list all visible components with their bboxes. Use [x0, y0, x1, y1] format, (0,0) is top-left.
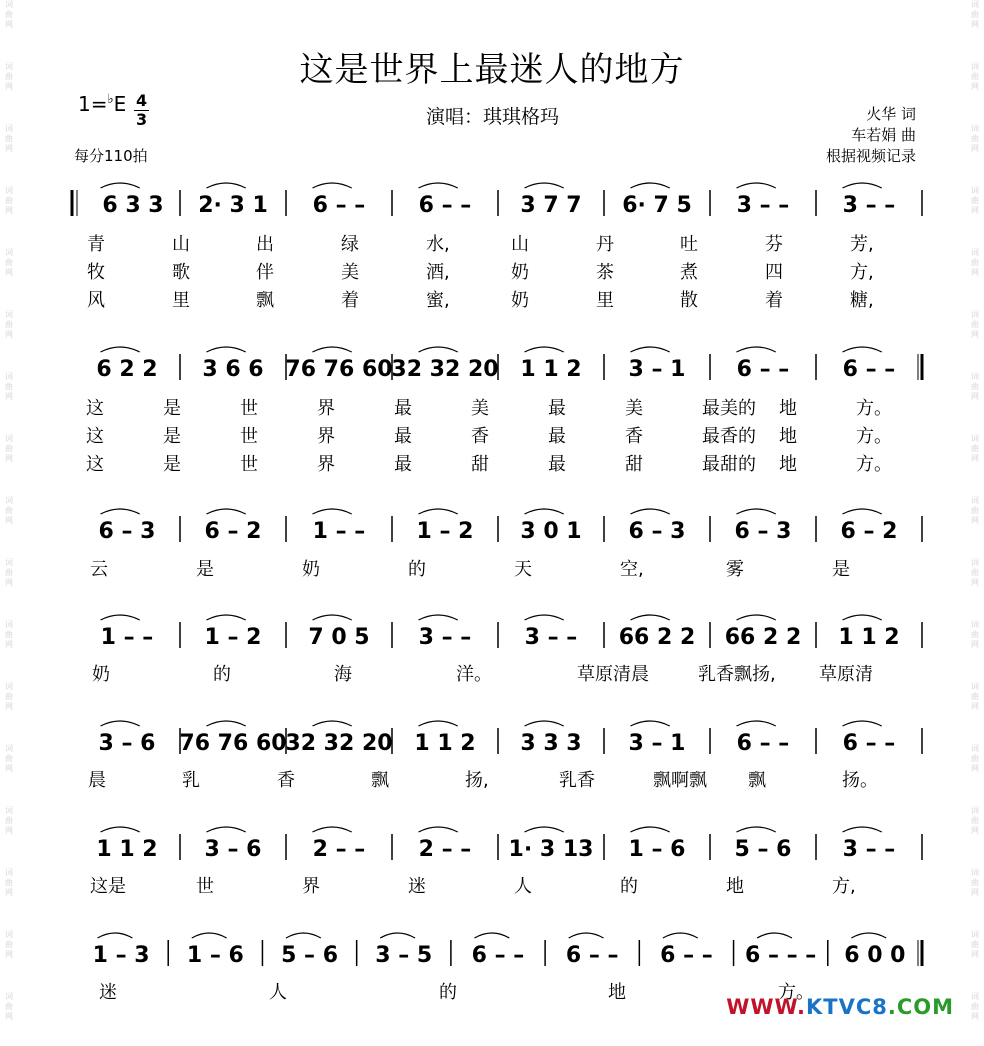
lyric-syllable: 雾 [726, 559, 744, 580]
lyric-syllable: 乳香 [559, 770, 595, 791]
measure-notes: 3 – 1 [628, 731, 686, 756]
lyric-syllable: 最 [394, 426, 412, 447]
song-title: 这是世界上最迷人的地方 [299, 50, 685, 90]
lyric-syllable: 界 [317, 454, 335, 475]
lyric-syllable: 是 [196, 559, 214, 580]
slur-mark [525, 615, 564, 620]
measure-notes: 3 3 3 [520, 731, 582, 756]
measure-notes: 1 – 6 [628, 837, 686, 862]
measure-notes: 3 – 1 [628, 357, 686, 382]
lyric-syllable: 牧 [87, 262, 105, 283]
watermark-text: 词 曲 网 [5, 930, 13, 959]
lyric-syllable: 方, [850, 262, 874, 283]
tempo-marking: 每分110拍 [74, 147, 148, 165]
score-row [0, 618, 984, 658]
slur-mark [737, 615, 776, 620]
measure-notes: 5 – 6 [734, 837, 792, 862]
slur-mark [313, 615, 352, 620]
lyric-syllable: 最 [548, 454, 566, 475]
measure-notes: 6 – – [842, 731, 896, 756]
watermark-text: 词 曲 网 [5, 310, 13, 339]
lyric-syllable: 界 [317, 426, 335, 447]
notation-row-svg [0, 618, 984, 658]
lyric-syllable: 海 [334, 664, 352, 685]
slur-mark [525, 509, 564, 514]
lyric-syllable: 飘 [256, 290, 274, 311]
watermark-text: 词 曲 网 [5, 496, 13, 525]
watermark-text: 词 曲 网 [971, 620, 979, 649]
watermark-text: 词 曲 网 [5, 558, 13, 587]
lyric-syllable: 酒, [426, 262, 450, 283]
slur-mark [737, 827, 776, 832]
measure-notes: 1 – 2 [204, 625, 262, 650]
lyric-syllable: 界 [302, 876, 320, 897]
lyric-syllable: 芳, [850, 234, 874, 255]
watermark-text: 词 曲 网 [5, 868, 13, 897]
lyric-syllable: 着 [341, 290, 359, 311]
lyric-syllable: 最甜的 [702, 454, 756, 475]
lyric-syllable: 方。 [856, 426, 892, 447]
measure-notes: 3 – 6 [98, 731, 156, 756]
slur-mark [207, 183, 246, 188]
lyric-syllable: 吐 [680, 234, 698, 255]
measure-notes: 2 – – [418, 837, 472, 862]
slur-mark [207, 721, 246, 726]
watermark-text: 词 曲 网 [971, 124, 979, 153]
lyric-syllable: 甜 [625, 454, 643, 475]
singer-credit: 演唱：琪琪格玛 [426, 106, 560, 128]
lyric-syllable: 歌 [172, 262, 190, 283]
lyric-syllable: 绿 [341, 234, 359, 255]
lyric-syllable: 迷 [99, 982, 117, 1003]
score-row [0, 512, 984, 552]
lyric-syllable: 香 [471, 426, 489, 447]
lyric-syllable: 扬, [465, 770, 489, 791]
lyric-syllable: 芬 [765, 234, 783, 255]
measure-notes: 3 – 5 [375, 943, 433, 968]
slur-mark [737, 347, 776, 352]
measure-notes: 32 32 20 [391, 357, 499, 382]
lyric-syllable: 世 [240, 426, 258, 447]
lyric-syllable: 美 [471, 398, 489, 419]
slur-mark [313, 827, 352, 832]
score-row [0, 186, 984, 226]
lyric-syllable: 煮 [680, 262, 698, 283]
lyric-syllable: 的 [213, 664, 231, 685]
slur-mark [631, 509, 670, 514]
lyric-syllable: 方, [832, 876, 856, 897]
lyric-syllable: 草原清晨 [577, 664, 649, 685]
slur-mark [525, 183, 564, 188]
watermark-text: 词 曲 网 [5, 620, 13, 649]
lyric-syllable: 界 [317, 398, 335, 419]
measure-notes: 3 – 6 [204, 837, 262, 862]
lyric-syllable: 山 [172, 234, 190, 255]
measure-notes: 6 – – [736, 731, 790, 756]
slur-mark [419, 509, 458, 514]
watermark-text: 词 曲 网 [971, 248, 979, 277]
lyric-syllable: 世 [240, 398, 258, 419]
slur-mark [631, 827, 670, 832]
slur-mark [207, 347, 246, 352]
watermark-text: 词 曲 网 [5, 124, 13, 153]
watermark-text: 词 曲 网 [5, 0, 13, 29]
measure-notes: 3 6 6 [202, 357, 264, 382]
watermark-text: 词 曲 网 [5, 62, 13, 91]
lyric-syllable: 乳 [182, 770, 200, 791]
slur-mark [843, 183, 882, 188]
slur-mark [631, 183, 670, 188]
measure-notes: 3 – – [842, 837, 896, 862]
measure-notes: 6 – 2 [204, 519, 262, 544]
watermark-text: 词 曲 网 [5, 744, 13, 773]
lyric-syllable: 世 [240, 454, 258, 475]
watermark-text: 词 曲 网 [5, 992, 13, 1021]
measure-notes: 3 – – [736, 193, 790, 218]
lyric-syllable: 云 [90, 559, 108, 580]
slur-mark [631, 615, 670, 620]
watermark-text: 词 曲 网 [971, 62, 979, 91]
lyric-syllable: 乳香飘扬, [698, 664, 776, 685]
lyric-syllable: 美 [341, 262, 359, 283]
lyric-syllable: 是 [163, 426, 181, 447]
watermark-text: 词 曲 网 [971, 558, 979, 587]
watermark-text: 词 曲 网 [971, 434, 979, 463]
slur-mark [101, 721, 140, 726]
lyric-syllable: 地 [608, 982, 626, 1003]
slur-mark [843, 347, 882, 352]
measure-notes: 1 – 6 [186, 943, 244, 968]
slur-mark [101, 347, 140, 352]
slur-mark [313, 721, 352, 726]
slur-mark [737, 721, 776, 726]
slur-mark [419, 721, 458, 726]
lyric-syllable: 蜜, [426, 290, 450, 311]
lyric-syllable: 空, [620, 559, 644, 580]
lyric-syllable: 方。 [856, 398, 892, 419]
watermark-text: 词 曲 网 [5, 434, 13, 463]
slur-mark [525, 721, 564, 726]
lyric-syllable: 最 [548, 426, 566, 447]
watermark-text: 词 曲 网 [5, 248, 13, 277]
measure-notes: 6 – – [565, 943, 619, 968]
lyric-syllable: 的 [620, 876, 638, 897]
lyric-syllable: 糖, [850, 290, 874, 311]
lyric-syllable: 飘 [748, 770, 766, 791]
lyric-syllable: 地 [779, 398, 797, 419]
measure-notes: 6 – – [418, 193, 472, 218]
measure-notes: 7 0 5 [308, 625, 370, 650]
lyric-syllable: 洋。 [456, 664, 492, 685]
slur-mark [419, 183, 458, 188]
lyric-syllable: 是 [163, 398, 181, 419]
slur-mark [851, 933, 886, 938]
lyric-syllable: 这 [86, 426, 104, 447]
watermark-text: 词 曲 网 [5, 682, 13, 711]
lyric-syllable: 出 [256, 234, 274, 255]
lyric-syllable: 最 [394, 454, 412, 475]
measure-notes: 6 – – [312, 193, 366, 218]
measure-notes: 6 – – [471, 943, 525, 968]
measure-notes: 1 – 3 [92, 943, 150, 968]
lyric-syllable: 甜 [471, 454, 489, 475]
lyric-syllable: 最香的 [702, 426, 756, 447]
slur-mark [757, 933, 792, 938]
lyric-syllable: 里 [596, 290, 614, 311]
lyric-syllable: 四 [765, 262, 783, 283]
lyric-syllable: 水, [426, 234, 450, 255]
measure-notes: 6 – – – [745, 943, 817, 968]
slur-mark [569, 933, 604, 938]
score-row [0, 936, 984, 976]
lyric-syllable: 最美的 [702, 398, 756, 419]
slur-mark [737, 509, 776, 514]
slur-mark [313, 347, 352, 352]
lyric-syllable: 的 [439, 982, 457, 1003]
measure-notes: 1 1 2 [520, 357, 582, 382]
lyric-syllable: 是 [163, 454, 181, 475]
watermark-text: 词 曲 网 [971, 496, 979, 525]
notation-row-svg [0, 186, 984, 226]
time-signature: 4 3 [136, 91, 148, 129]
lyric-syllable: 飘啊飘 [653, 770, 707, 791]
slur-mark [525, 347, 564, 352]
lyric-syllable: 迷 [408, 876, 426, 897]
slur-mark [207, 827, 246, 832]
measure-notes: 6 – – [736, 357, 790, 382]
watermark-text: 词 曲 网 [971, 868, 979, 897]
measure-notes: 3 7 7 [520, 193, 582, 218]
composer-credit: 车若娟 曲 [851, 126, 916, 144]
slur-mark [101, 509, 140, 514]
slur-mark [843, 509, 882, 514]
measure-notes: 1· 3 13 [508, 837, 594, 862]
measure-notes: 3 0 1 [520, 519, 582, 544]
measure-notes: 6 – 3 [734, 519, 792, 544]
watermark-text: 词 曲 网 [971, 930, 979, 959]
lyric-syllable: 方。 [856, 454, 892, 475]
measure-notes: 5 – 6 [281, 943, 339, 968]
notation-row-svg [0, 512, 984, 552]
slur-mark [843, 827, 882, 832]
notation-row-svg [0, 830, 984, 870]
lyric-syllable: 人 [269, 982, 287, 1003]
slur-mark [474, 933, 509, 938]
measure-notes: 6 – – [660, 943, 713, 968]
measure-notes: 6 – 3 [628, 519, 686, 544]
measure-notes: 1 – – [312, 519, 366, 544]
measure-notes: 66 2 2 [618, 625, 696, 650]
lyric-syllable: 香 [625, 426, 643, 447]
lyric-syllable: 扬。 [842, 770, 878, 791]
measure-notes: 6 0 0 [844, 943, 906, 968]
measure-notes: 1 – – [100, 625, 154, 650]
measure-notes: 3 – – [418, 625, 472, 650]
lyric-syllable: 风 [87, 290, 105, 311]
watermark-text: 词 曲 网 [5, 186, 13, 215]
watermark-text: 词 曲 网 [5, 372, 13, 401]
measure-notes: 6 3 3 [102, 193, 164, 218]
watermark-text: 词 曲 网 [971, 682, 979, 711]
slur-mark [313, 183, 352, 188]
measure-notes: 2· 3 1 [198, 193, 268, 218]
slur-mark [286, 933, 321, 938]
measure-notes: 6· 7 5 [622, 193, 692, 218]
measure-notes: 6 – – [842, 357, 896, 382]
lyric-syllable: 奶 [92, 664, 110, 685]
lyric-syllable: 最 [548, 398, 566, 419]
slur-mark [631, 347, 670, 352]
measure-notes: 1 1 2 [414, 731, 476, 756]
lyricist-credit: 火华 词 [866, 105, 916, 123]
lyric-syllable: 里 [172, 290, 190, 311]
watermark-text: 词 曲 网 [971, 992, 979, 1021]
slur-mark [207, 615, 246, 620]
measure-notes: 76 76 60 [179, 731, 287, 756]
measure-notes: 6 – 3 [98, 519, 156, 544]
lyric-syllable: 美 [625, 398, 643, 419]
lyric-syllable: 是 [832, 559, 850, 580]
watermark-text: 词 曲 网 [971, 744, 979, 773]
measure-notes: 1 1 2 [96, 837, 158, 862]
lyric-syllable: 奶 [511, 262, 529, 283]
slur-mark [843, 615, 882, 620]
lyric-syllable: 最 [394, 398, 412, 419]
score-row [0, 724, 984, 764]
watermark-text: 词 曲 网 [971, 372, 979, 401]
lyric-syllable: 草原清 [819, 664, 873, 685]
lyric-syllable: 奶 [302, 559, 320, 580]
measure-notes: 3 – – [524, 625, 578, 650]
lyric-syllable: 丹 [596, 234, 614, 255]
measure-notes: 76 76 60 [285, 357, 393, 382]
lyric-syllable: 天 [514, 559, 532, 580]
slur-mark [101, 827, 140, 832]
notation-row-svg [0, 936, 984, 976]
lyric-syllable: 山 [511, 234, 529, 255]
slur-mark [843, 721, 882, 726]
slur-mark [192, 933, 227, 938]
lyric-syllable: 茶 [596, 262, 614, 283]
lyric-syllable: 飘 [371, 770, 389, 791]
measure-notes: 3 – – [842, 193, 896, 218]
score-row [0, 830, 984, 870]
notation-row-svg [0, 724, 984, 764]
key-signature: 1=♭E [78, 92, 127, 116]
measure-notes: 2 – – [312, 837, 366, 862]
lyric-syllable: 世 [196, 876, 214, 897]
lyric-syllable: 地 [779, 454, 797, 475]
slur-mark [737, 183, 776, 188]
slur-mark [98, 933, 133, 938]
watermark-text: 词 曲 网 [5, 806, 13, 835]
lyric-syllable: 伴 [256, 262, 274, 283]
measure-notes: 6 2 2 [96, 357, 158, 382]
measure-notes: 66 2 2 [724, 625, 802, 650]
watermark-text: 词 曲 网 [971, 186, 979, 215]
measure-notes: 32 32 20 [285, 731, 393, 756]
slur-mark [663, 933, 698, 938]
lyric-syllable: 地 [779, 426, 797, 447]
lyric-syllable: 奶 [511, 290, 529, 311]
slur-mark [313, 509, 352, 514]
slur-mark [380, 933, 415, 938]
watermark-text: 词 曲 网 [971, 806, 979, 835]
lyric-syllable: 的 [408, 559, 426, 580]
slur-mark [525, 827, 564, 832]
lyric-syllable: 着 [765, 290, 783, 311]
slur-mark [419, 615, 458, 620]
slur-mark [631, 721, 670, 726]
lyric-syllable: 晨 [88, 770, 106, 791]
slur-mark [419, 347, 458, 352]
authors-block [826, 104, 916, 167]
lyric-syllable: 人 [514, 876, 532, 897]
website-logo: WWW.KTVC8.COM [726, 995, 954, 1019]
source-note: 根据视频记录 [825, 147, 916, 165]
notation-row-svg [0, 350, 984, 390]
score-row [0, 350, 984, 390]
lyric-syllable: 这是 [90, 876, 126, 897]
measure-notes: 6 – 2 [840, 519, 898, 544]
slur-mark [207, 509, 246, 514]
measure-notes: 1 – 2 [416, 519, 474, 544]
watermark-text: 词 曲 网 [971, 0, 979, 29]
slur-mark [419, 827, 458, 832]
lyric-syllable: 青 [87, 234, 105, 255]
lyric-syllable: 散 [680, 290, 698, 311]
slur-mark [101, 183, 140, 188]
measure-notes: 1 1 2 [838, 625, 900, 650]
lyric-syllable: 这 [86, 454, 104, 475]
lyric-syllable: 这 [86, 398, 104, 419]
lyric-syllable: 地 [726, 876, 744, 897]
slur-mark [101, 615, 140, 620]
watermark-text: 词 曲 网 [971, 310, 979, 339]
lyric-syllable: 香 [277, 770, 295, 791]
lyric-syllable: 方。 [778, 982, 814, 1003]
